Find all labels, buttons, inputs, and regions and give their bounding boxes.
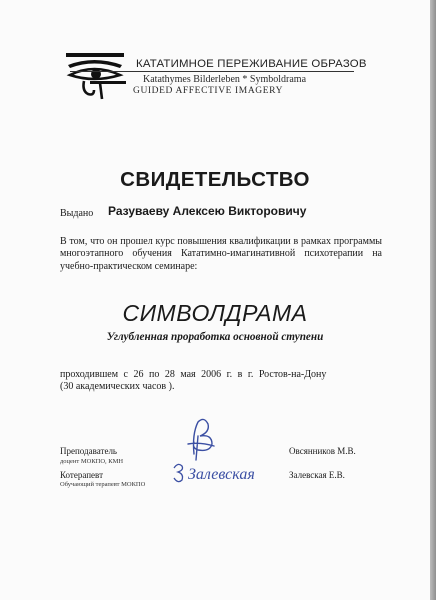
certificate-body: В том, что он прошел курс повышения квалификации в рамках программы многоэтапного обучения Кататимно-имагинативной психотерапии на учебно-практическом семинаре: [60,236,382,272]
cotherapist-note: Обучающий терапевт МОКПО [60,481,146,488]
teacher-signature [184,414,220,462]
eye-of-horus-icon [60,47,128,101]
organization-subtitle-english: GUIDED AFFECTIVE IMAGERY [133,86,284,96]
teacher-note: доцент МОКПО, КМН [60,458,124,465]
teacher-label: Преподаватель [60,446,118,456]
program-name: СИМВОЛДРАМА [122,300,308,326]
header-divider [70,71,354,72]
cotherapist-name: Залевская Е.В. [289,470,345,480]
course-dates [60,369,382,394]
teacher-name: Овсянников М.В. [289,446,356,456]
cotherapist-label: Котерапевт [60,470,104,480]
issued-label: Выдано [60,208,94,219]
program-subtitle: Углубленная проработка основной ступени [106,331,324,343]
cotherapist-signature [168,458,282,486]
course-dates-line: проходившем с 26 по 28 мая 2006 г. в г. Ростов-на-Дону [60,369,327,380]
certificate-title: СВИДЕТЕЛЬСТВО [120,168,310,191]
page-edge-shadow [430,0,436,600]
course-hours-line: (30 академических часов ). [60,381,175,393]
organization-subtitle: Katathymes Bilderleben * Symboldrama [143,74,307,85]
svg-text:Залевская: Залевская [188,466,255,483]
organization-title: КАТАТИМНОЕ ПЕРЕЖИВАНИЕ ОБРАЗОВ [136,58,367,70]
recipient-name: Разуваеву Алексею Викторовичу [108,204,307,218]
